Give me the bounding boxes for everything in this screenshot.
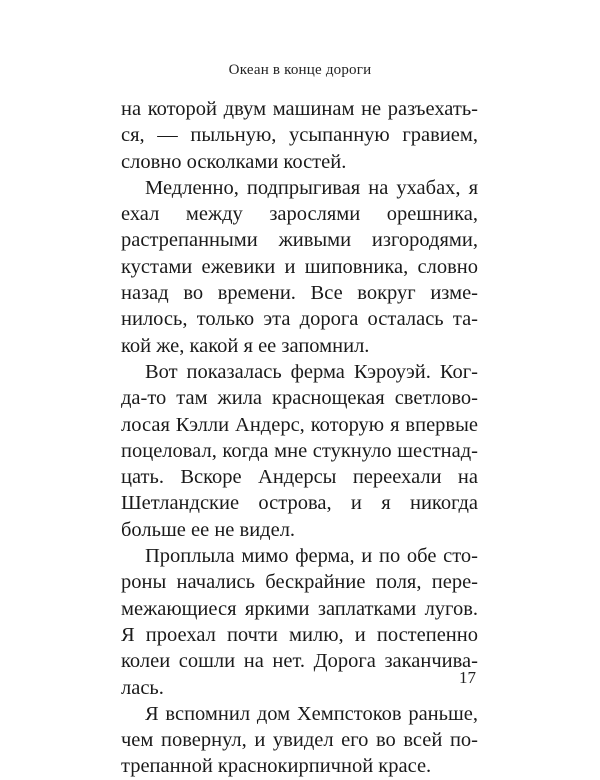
- running-head: Океан в конце дороги: [228, 62, 372, 78]
- paragraph: на которой двум машинам не разъехаться, — пыльную, усыпанную гравием, словно осколками костей.: [121, 98, 478, 173]
- paragraph: Вот показалась ферма Кэроуэй. Когда-то там жила краснощекая светловолосая Кэлли Андерс, которую я впервые поцеловал, когда мне стукнуло шестнадцать. Вскоре Андерсы переехали на Шетландские острова, и я никогда больше ее не видел.: [121, 360, 478, 541]
- paragraph: Я вспомнил дом Хемпстоков раньше, чем повернул, и увидел его во всей потрепанной краснокирпичной красе.: [121, 702, 478, 778]
- paragraph: Медленно, подпрыгивая на ухабах, я ехал между зарослями орешника, растрепанными живыми изгородями, кустами ежевики и шиповника, словно назад во времени. Все вокруг изменилось, только эта дорога осталась такой же, какой я ее запомнил.: [121, 176, 478, 357]
- page-number: 17: [459, 668, 476, 687]
- body-text: [121, 96, 478, 780]
- paragraph: Проплыла мимо ферма, и по обе стороны начались бескрайние поля, перемежающиеся яркими заплатками лугов. Я проехал почти милю, и постепенно колеи сошли на нет. Дорога заканчивалась.: [121, 545, 478, 699]
